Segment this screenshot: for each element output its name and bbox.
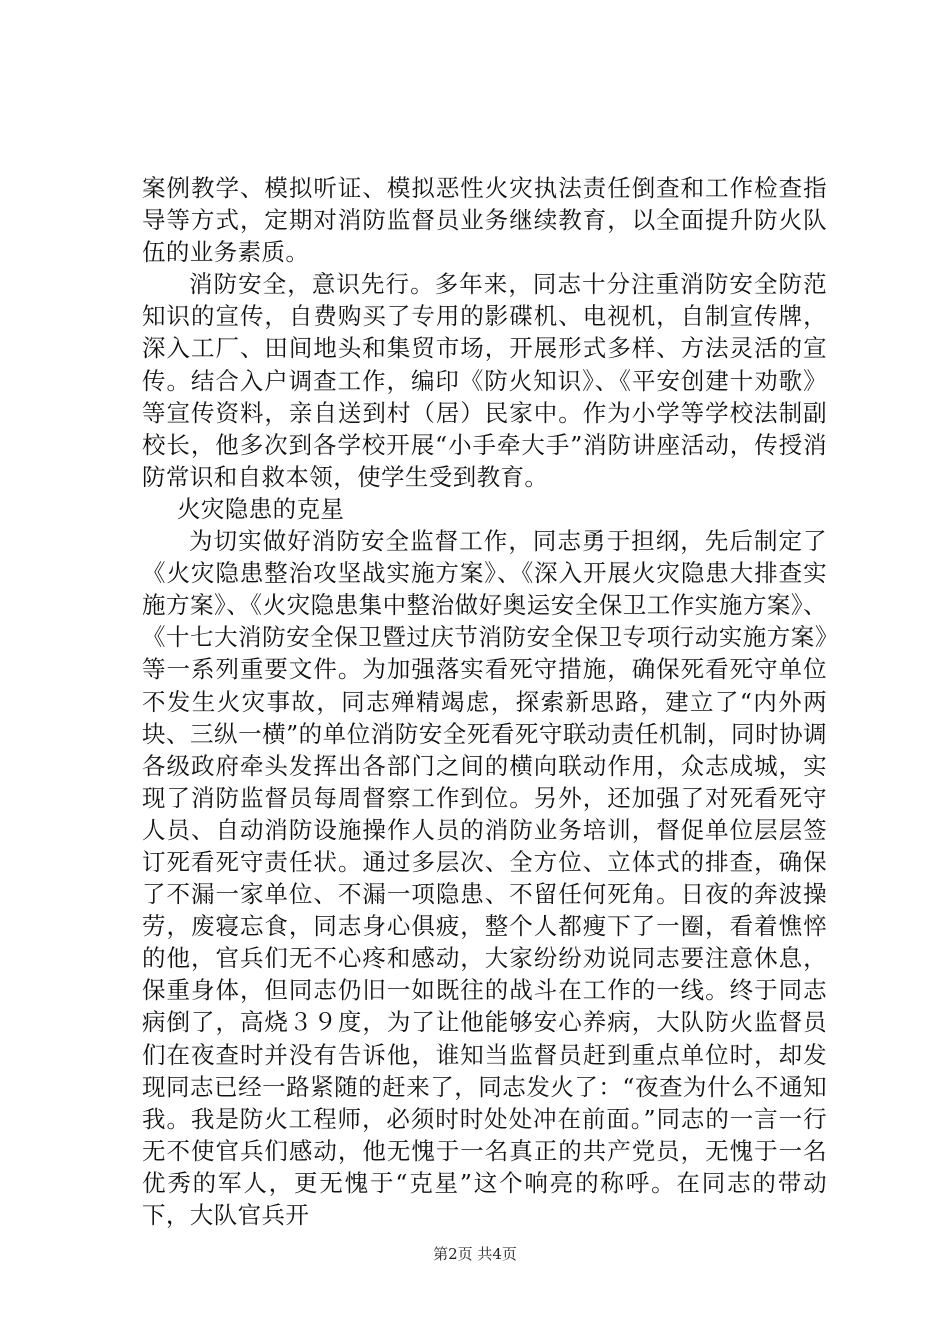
page-number-footer: 第2页 共4页: [433, 1245, 517, 1263]
document-body: [142, 172, 827, 1231]
paragraph-fire-safety-awareness: 消防安全，意识先行。多年来，同志十分注重消防安全防范知识的宣传，自费购买了专用的影碟机、电视机，自制宣传牌，深入工厂、田间地头和集贸市场，开展形式多样、方法灵活的宣传。结合入户调查工作，编印《防火知识》、《平安创建十劝歌》等宣传资料，亲自送到村（居）民家中。作为小学等学校法制副校长，他多次到各学校开展“小手牵大手”消防讲座活动，传授消防常识和自救本领，使学生受到教育。: [142, 270, 827, 491]
section-heading: 火灾隐患的克星: [177, 494, 345, 523]
paragraph-continuation: 案例教学、模拟听证、模拟恶性火灾执法责任倒查和工作检查指导等方式，定期对消防监督员业务继续教育，以全面提升防火队伍的业务素质。: [142, 174, 827, 267]
paragraph-hazard-inspection: 为切实做好消防安全监督工作，同志勇于担纲，先后制定了《火灾隐患整治攻坚战实施方案》、《深入开展火灾隐患大排查实施方案》、《火灾隐患集中整治做好奥运安全保卫工作实施方案》、《十七大消防安全保卫暨过庆节消防安全保卫专项行动实施方案》等一系列重要文件。为加强落实看死守措施，确保死看死守单位不发生火灾事故，同志殚精竭虑，探索新思路，建立了“内外两块、三纵一横”的单位消防安全死看死守联动责任机制，同时协调各级政府牵头发挥出各部门之间的横向联动作用，众志成城，实现了消防监督员每周督察工作到位。另外，还加强了对死看死守人员、自动消防设施操作人员的消防业务培训，督促单位层层签订死看死守责任状。通过多层次、全方位、立体式的排查，确保了不漏一家单位、不漏一项隐患、不留任何死角。日夜的奔波操劳，废寝忘食，同志身心俱疲，整个人都瘦下了一圈，看着憔悴的他，官兵们无不心疼和感动，大家纷纷劝说同志要注意休息，保重身体，但同志仍旧一如既往的战斗在工作的一线。终于同志病倒了，高烧３９度，为了让他能够安心养病，大队防火监督员们在夜查时并没有告诉他，谁知当监督员赶到重点单位时，却发现同志已经一路紧随的赶来了，同志发火了：“夜查为什么不通知我。我是防火工程师，必须时时处处冲在前面。”同志的一言一行无不使官兵们感动，他无愧于一名真正的共产党员，无愧于一名优秀的军人，更无愧于“克星”这个响亮的称呼。在同志的带动下，大队官兵开: [142, 527, 827, 1229]
